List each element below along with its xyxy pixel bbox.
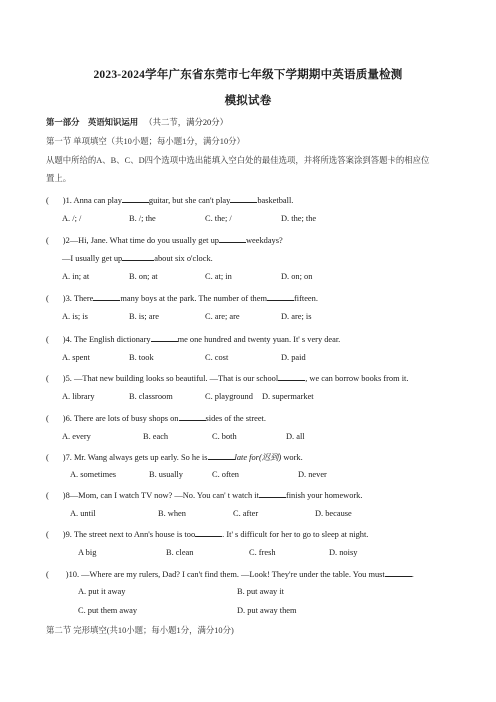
answer-blank[interactable] [267, 292, 294, 301]
question-8: ( )8—Mom, can I watch TV now? —No. You can' t watch it finish your homework. [46, 491, 363, 500]
question-10: ( )10. —Where are my rulers, Dad? I can't find them. —Look! They're under the table. You must . [46, 570, 414, 579]
option-c: C. after [233, 509, 259, 518]
option-d: D. are; is [281, 312, 312, 321]
option-c: C. playground [205, 392, 253, 401]
part1-score: （共二节，满分20分） [144, 118, 228, 127]
option-d: D. supermarket [262, 392, 314, 401]
option-b: B. clean [166, 548, 194, 557]
option-a: A. every [62, 432, 91, 441]
answer-blank[interactable] [259, 489, 286, 498]
option-c: C. often [212, 470, 239, 479]
answer-blank[interactable] [278, 372, 305, 381]
option-a: A. library [62, 392, 95, 401]
question-4: ( )4. The English dictionary me one hundred and twenty yuan. It' s very dear. [46, 335, 341, 344]
option-c: C. the; / [205, 214, 232, 223]
question-1: ( )1. Anna can play guitar, but she can't play basketball. [46, 196, 294, 205]
option-d: D. the; the [281, 214, 317, 223]
option-c: C. both [212, 432, 237, 441]
option-a: A. spent [62, 353, 90, 362]
section1-instruction-line1: 从题中所给的A、B、C、D四个选项中选出能填入空白处的最佳选项，并将所选答案涂到答题卡的相应位 [46, 156, 430, 165]
section1-instruction-line2: 置上。 [46, 174, 72, 183]
option-d: D. because [315, 509, 352, 518]
question-7: ( )7. Mr. Wang always gets up early. So he is late for(迟到) work. [46, 453, 303, 462]
option-c: C. cost [205, 353, 229, 362]
answer-blank[interactable] [195, 528, 222, 537]
exam-title: 2023-2024学年广东省东莞市七年级下学期期中英语质量检测 [93, 69, 403, 81]
option-b: B. /; the [129, 214, 156, 223]
option-d: D. put away them [237, 606, 297, 615]
part1-label: 第一部分 英语知识运用 [46, 118, 139, 127]
option-a: A. in; at [62, 272, 90, 281]
option-d: D. noisy [329, 548, 358, 557]
option-c: C. put them away [78, 606, 138, 615]
gloss-late-for: late for(迟到) [234, 453, 282, 462]
option-b: B. on; at [129, 272, 158, 281]
option-c: C. are; are [205, 312, 240, 321]
answer-blank[interactable] [208, 451, 235, 460]
answer-blank[interactable] [151, 333, 178, 342]
part1-heading [46, 117, 228, 128]
option-d: D. never [298, 470, 327, 479]
question-2: ( )2—Hi, Jane. What time do you usually get up weekdays? [46, 236, 283, 245]
answer-blank[interactable] [122, 252, 154, 261]
question-9: ( )9. The street next to Ann's house is too . It' s difficult for her to go to sleep at night. [46, 530, 369, 539]
option-b: B. classroom [129, 392, 173, 401]
exam-subtitle: 模拟试卷 [224, 95, 272, 107]
option-b: B. when [158, 509, 186, 518]
question-2-reply: —I usually get up about six o'clock. [62, 254, 213, 263]
answer-blank[interactable] [122, 194, 149, 203]
option-b: B. usually [149, 470, 183, 479]
option-a: A. sometimes [70, 470, 117, 479]
option-d: D. on; on [281, 272, 313, 281]
question-6: ( )6. There are lots of busy shops on sides of the street. [46, 414, 266, 423]
option-c: C. fresh [249, 548, 276, 557]
option-d: D. all [286, 432, 305, 441]
question-3: ( )3. There many boys at the park. The number of them fifteen. [46, 294, 318, 303]
option-a: A. put it away [78, 587, 126, 596]
answer-blank[interactable] [179, 412, 206, 421]
answer-blank[interactable] [230, 194, 257, 203]
option-a: A. is; is [62, 312, 88, 321]
option-d: D. paid [281, 353, 306, 362]
section1-heading: 第一节 单项填空（共10小题；每小题1分，满分10分） [46, 137, 245, 146]
option-b: B. each [143, 432, 169, 441]
question-5: ( )5. —That new building looks so beautiful. —That is our school , we can borrow books from it. [46, 374, 409, 383]
answer-blank[interactable] [219, 234, 246, 243]
option-a: A. until [70, 509, 96, 518]
option-a: A big [78, 548, 97, 557]
option-a: A. /; / [62, 214, 82, 223]
option-b: B. took [129, 353, 154, 362]
answer-blank[interactable] [385, 568, 412, 577]
answer-blank[interactable] [93, 292, 120, 301]
section2-heading: 第二节 完形填空(共10小题；每小题1分，满分10分) [46, 626, 234, 635]
option-b: B. put away it [237, 587, 284, 596]
option-b: B. is; are [129, 312, 160, 321]
option-c: C. at; in [205, 272, 232, 281]
